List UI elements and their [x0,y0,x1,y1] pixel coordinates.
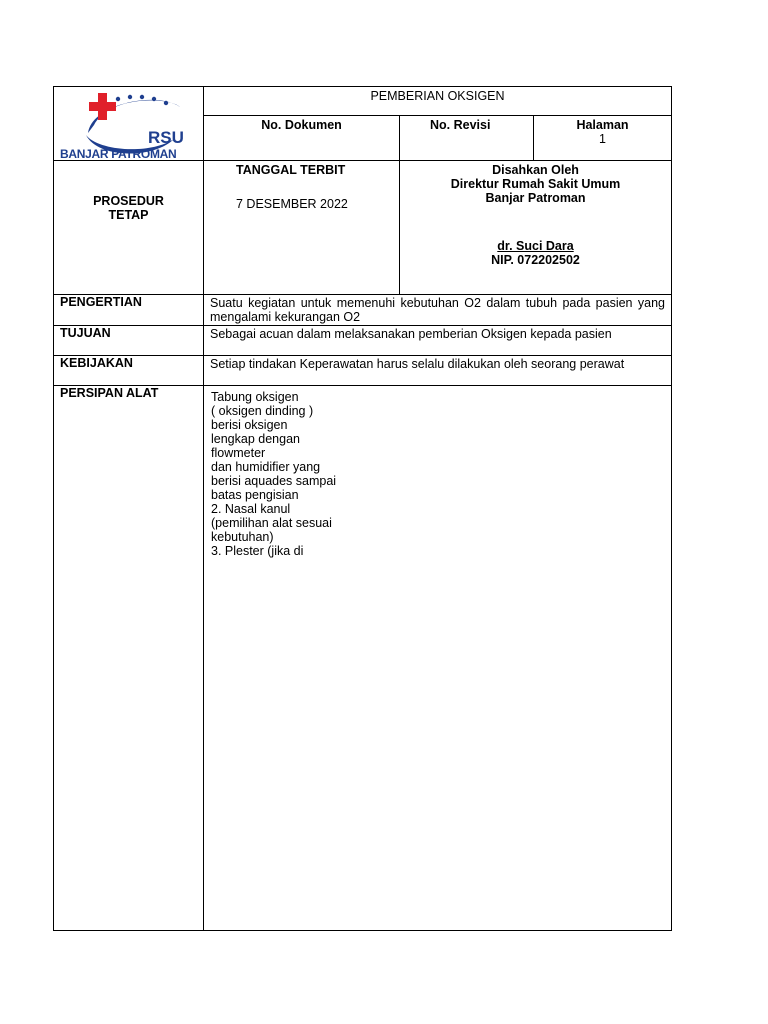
equipment-line: berisi aquades sampai [211,474,337,488]
doc-number-label: No. Dokumen [261,118,342,132]
revision-cell [400,116,534,161]
equipment-list [204,386,672,931]
equipment-line: flowmeter [211,446,266,460]
kebijakan-text: Setiap tindakan Keperawatan harus selalu dilakukan oleh seorang perawat [204,356,672,386]
protap-label-line1: PROSEDUR [93,193,164,208]
equipment-label: PERSIPAN ALAT [54,386,204,931]
equipment-line: lengkap dengan [211,432,300,446]
approved-by-label: Disahkan Oleh [492,163,579,177]
approver-title-1: Direktur Rumah Sakit Umum [450,177,621,191]
pengertian-text: Suatu kegiatan untuk memenuhi kebutuhan O2 dalam tubuh pada pasien yang mengalami kekurangan O2 [204,295,672,326]
equipment-line: batas pengisian [211,488,299,502]
approver-nip: NIP. 072202502 [491,253,580,267]
page-cell [534,116,672,161]
document-title: PEMBERIAN OKSIGEN [204,87,672,116]
equipment-line: dan humidifier yang [211,460,321,474]
equipment-line: 2. Nasal kanul [211,502,291,516]
page-label: Halaman [576,118,629,132]
protap-label-cell [54,161,204,295]
protap-label-line2: TETAP [108,207,149,222]
issue-date-label: TANGGAL TERBIT [236,163,346,177]
approver-title-2: Banjar Patroman [485,191,586,205]
sop-table [53,86,672,931]
equipment-line: Tabung oksigen [211,390,299,404]
revision-label: No. Revisi [430,118,491,132]
logo-cell [54,87,204,161]
approver-name: dr. Suci Dara [497,239,574,253]
doc-number-cell [204,116,400,161]
page-value: 1 [599,132,606,146]
issue-date-value: 7 DESEMBER 2022 [236,197,348,211]
logo-abbr: RSU [148,128,184,147]
tujuan-label: TUJUAN [54,326,204,356]
equipment-line: (pemilihan alat sesuai [211,516,332,530]
equipment-line: kebutuhan) [211,530,274,544]
issue-date-cell [204,161,400,295]
kebijakan-label: KEBIJAKAN [54,356,204,386]
equipment-line: 3. Plester (jika di [211,544,304,558]
tujuan-text: Sebagai acuan dalam melaksanakan pemberian Oksigen kepada pasien [204,326,672,356]
equipment-line: ( oksigen dinding ) [211,404,314,418]
hospital-name: BANJAR PATROMAN [60,147,177,161]
equipment-line: berisi oksigen [211,418,288,432]
approval-cell [400,161,672,295]
pengertian-label: PENGERTIAN [54,295,204,326]
